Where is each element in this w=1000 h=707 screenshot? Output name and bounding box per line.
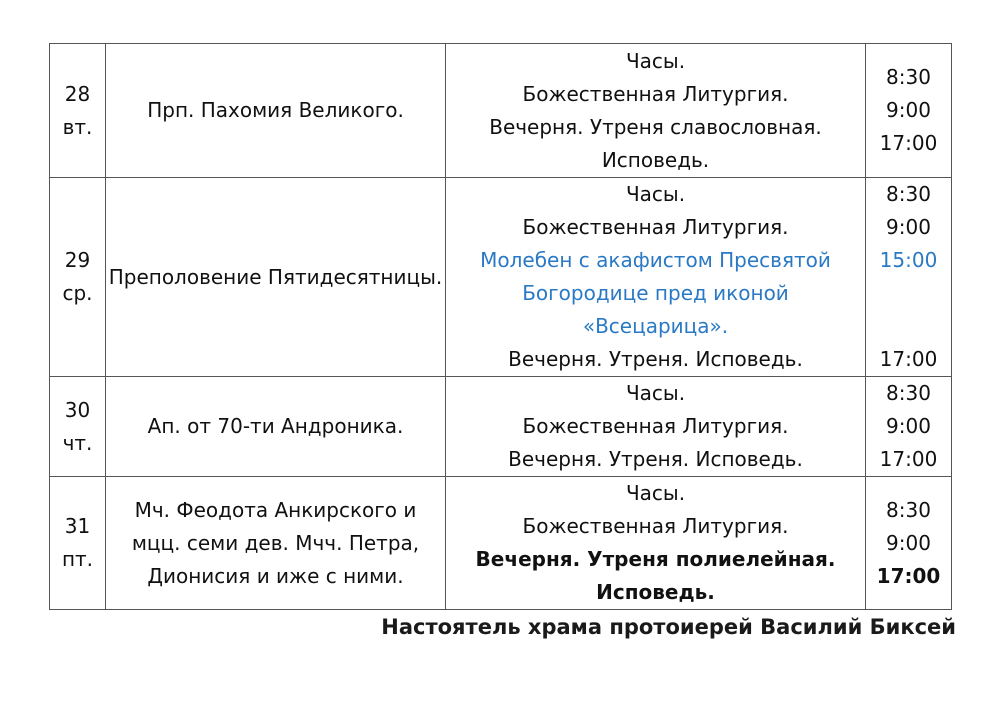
day-number: 28 bbox=[64, 81, 91, 106]
service-time: 9:00 bbox=[886, 414, 931, 438]
date-cell bbox=[50, 178, 106, 377]
service-time: 17:00 bbox=[879, 347, 938, 371]
polyeleos-time: 17:00 bbox=[876, 563, 941, 588]
moleben-line: «Всецарица». bbox=[582, 314, 729, 338]
saint-name: Мч. Феодота Анкирского и bbox=[134, 497, 417, 522]
service-item: Часы. bbox=[625, 48, 686, 73]
saint-cell bbox=[106, 377, 446, 477]
service-item: Часы. bbox=[625, 381, 686, 405]
time-spacer bbox=[866, 277, 951, 310]
saint-name: мцц. семи дев. Мчч. Петра, bbox=[131, 530, 420, 555]
weekday: чт. bbox=[62, 430, 93, 455]
day-number: 29 bbox=[64, 248, 91, 272]
date-cell bbox=[50, 477, 106, 610]
service-item: Божественная Литургия. bbox=[522, 514, 789, 538]
service-time: 17:00 bbox=[879, 447, 938, 471]
service-time: 8:30 bbox=[886, 182, 931, 206]
table-row bbox=[50, 377, 952, 477]
weekday: вт. bbox=[62, 114, 93, 139]
service-item: Исповедь. bbox=[601, 147, 710, 172]
moleben-line: Молебен с акафистом Пресвятой bbox=[480, 248, 831, 272]
service-item: Часы. bbox=[625, 481, 686, 505]
table-row bbox=[50, 477, 952, 610]
service-cell bbox=[446, 377, 866, 477]
polyeleos-line: Вечерня. Утреня полиелейная. bbox=[475, 547, 836, 571]
service-cell bbox=[446, 477, 866, 610]
service-time: 8:30 bbox=[886, 381, 931, 405]
saint-cell bbox=[106, 44, 446, 178]
service-time: 17:00 bbox=[879, 131, 938, 155]
saint-cell bbox=[106, 477, 446, 610]
time-spacer bbox=[866, 310, 951, 343]
time-cell bbox=[866, 44, 952, 178]
table-row bbox=[50, 44, 952, 178]
schedule-table bbox=[49, 43, 952, 610]
rector-signature: Настоятель храма протоиерей Василий Биксей bbox=[381, 615, 956, 639]
saint-name: Дионисия и иже с ними. bbox=[147, 563, 404, 588]
moleben-time: 15:00 bbox=[879, 248, 938, 272]
service-time: 8:30 bbox=[886, 65, 931, 89]
weekday: пт. bbox=[61, 547, 94, 571]
service-time: 9:00 bbox=[886, 530, 931, 555]
weekday: ср. bbox=[62, 281, 93, 305]
moleben-line: Богородице пред иконой bbox=[522, 281, 789, 305]
service-time: 9:00 bbox=[886, 98, 931, 122]
service-item: Вечерня. Утреня. Исповедь. bbox=[508, 447, 803, 471]
saint-name: Ап. от 70-ти Андроника. bbox=[147, 414, 404, 438]
service-cell bbox=[446, 44, 866, 178]
saint-name: Прп. Пахомия Великого. bbox=[147, 98, 404, 122]
day-number: 31 bbox=[64, 514, 91, 538]
table-row bbox=[50, 178, 952, 377]
service-item: Божественная Литургия. bbox=[522, 414, 789, 438]
saint-name: Преполовение Пятидесятницы. bbox=[108, 264, 443, 289]
time-cell bbox=[866, 178, 952, 377]
service-item: Божественная Литургия. bbox=[522, 215, 789, 239]
service-time: 8:30 bbox=[886, 497, 931, 522]
day-number: 30 bbox=[64, 397, 91, 422]
service-cell bbox=[446, 178, 866, 377]
saint-cell bbox=[106, 178, 446, 377]
service-item: Часы. bbox=[625, 182, 686, 206]
time-cell bbox=[866, 377, 952, 477]
service-item: Вечерня. Утреня славословная. bbox=[489, 114, 822, 139]
service-time: 9:00 bbox=[886, 215, 931, 239]
date-cell bbox=[50, 377, 106, 477]
service-item: Вечерня. Утреня. Исповедь. bbox=[508, 347, 803, 371]
service-item: Божественная Литургия. bbox=[522, 81, 789, 106]
time-cell bbox=[866, 477, 952, 610]
polyeleos-line: Исповедь. bbox=[596, 580, 715, 604]
date-cell bbox=[50, 44, 106, 178]
